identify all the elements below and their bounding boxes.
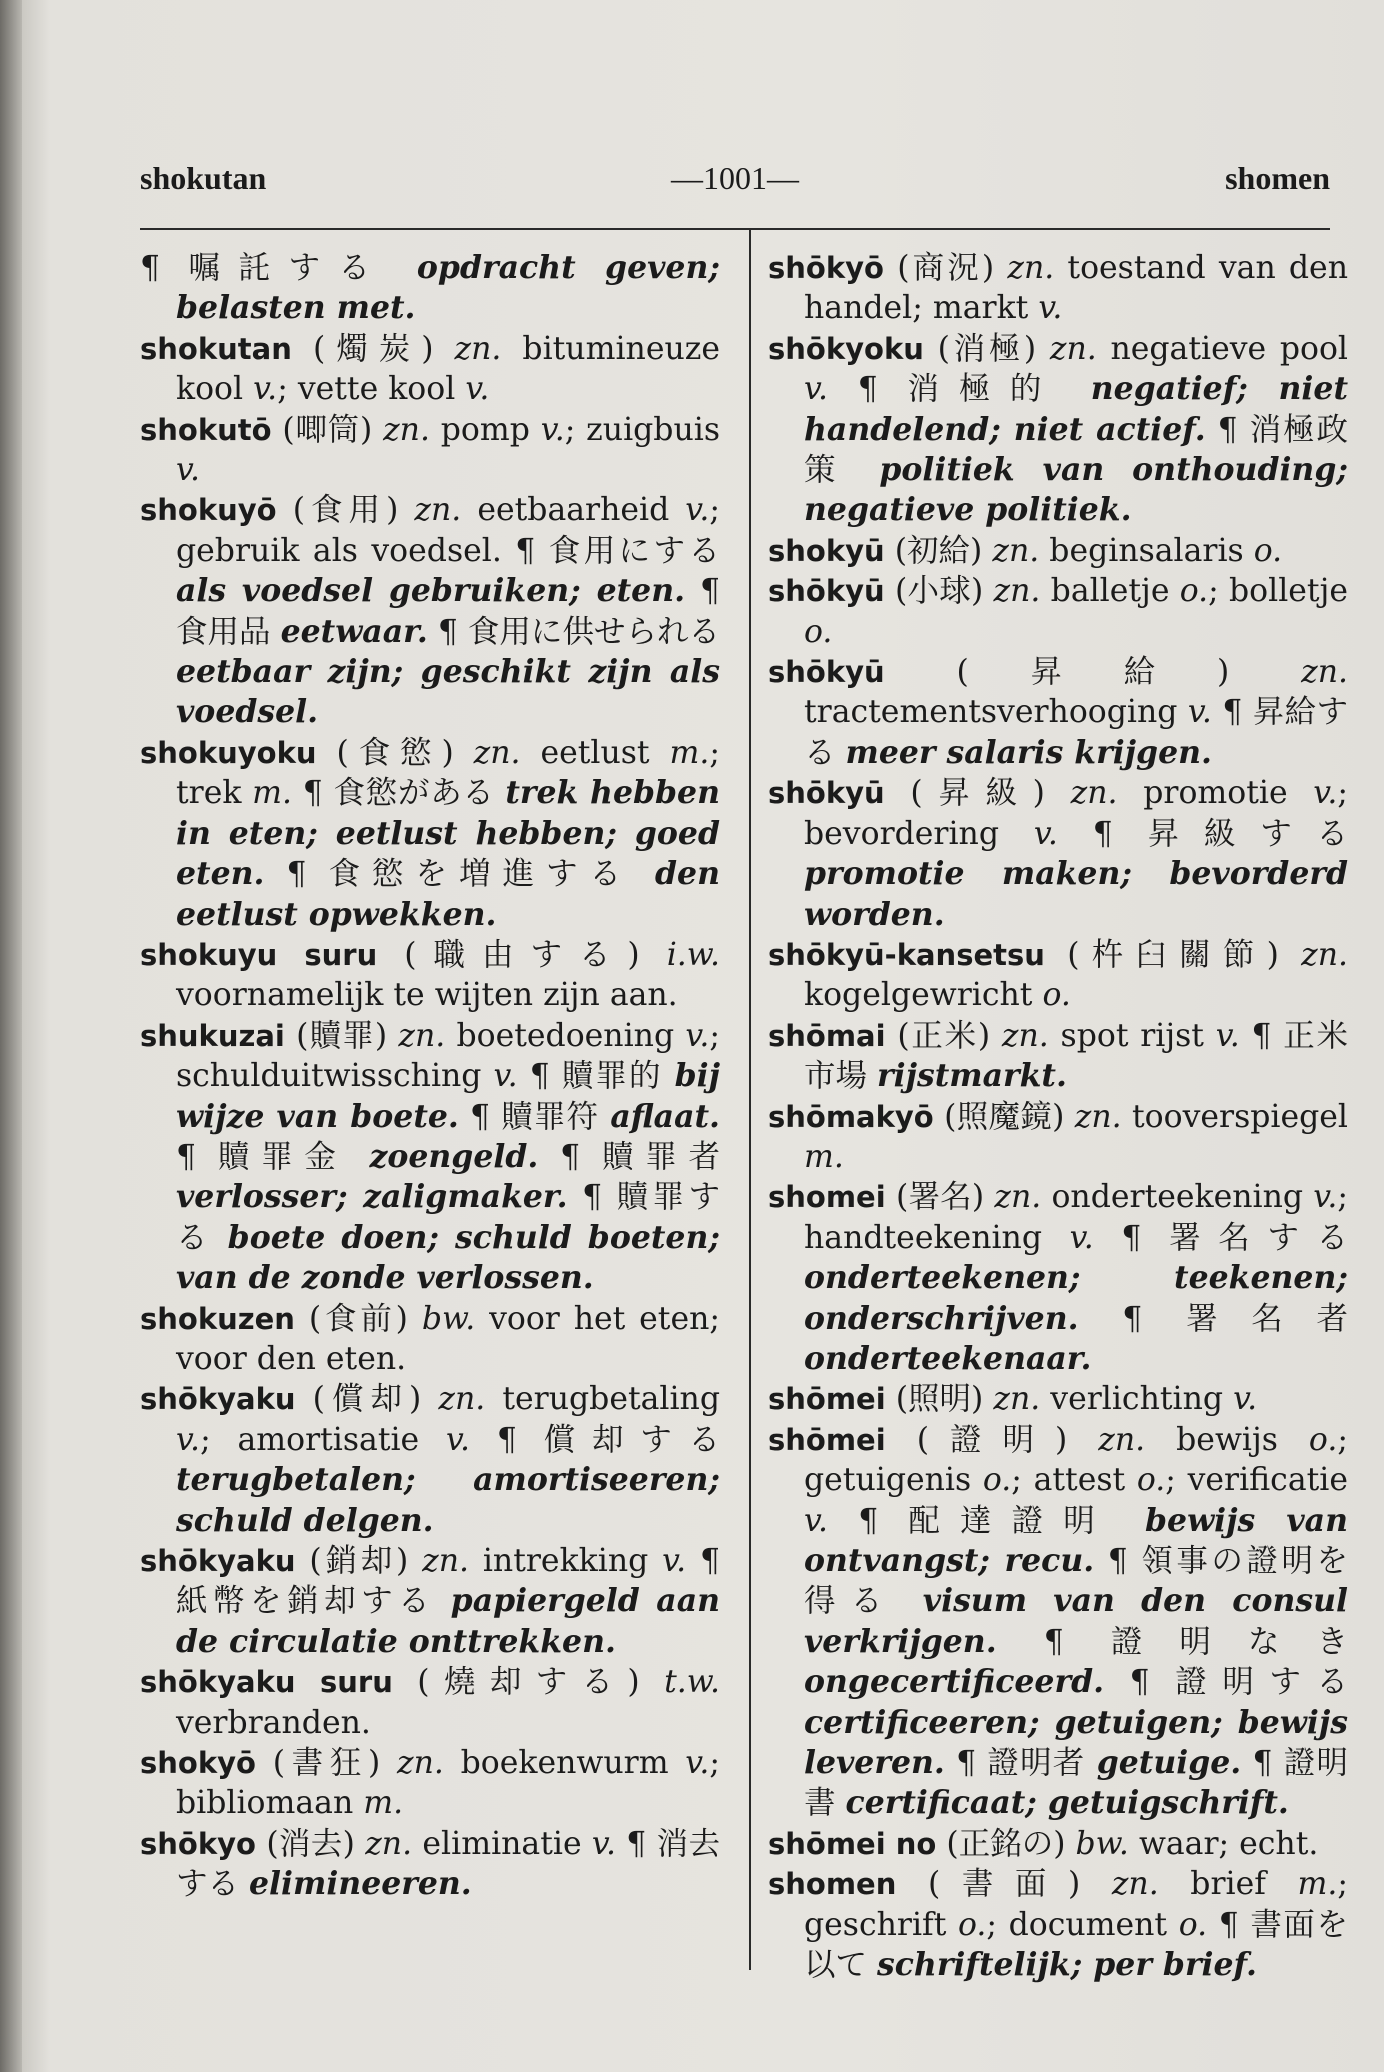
entry-text: ¶ 正米市場: [804, 1017, 1349, 1095]
entry-text: schriftelijk; per brief.: [877, 1946, 1257, 1984]
column-divider: [749, 230, 751, 1970]
entry-text: bewijs van ontvangst; recu.: [804, 1501, 1348, 1579]
entry-text: m.: [363, 1785, 404, 1822]
entry-text: v.: [1069, 1219, 1094, 1256]
entry-text: ¶ 贖罪符: [458, 1098, 611, 1135]
entry-text: opdracht geven; belasten met.: [176, 249, 721, 327]
entry-text: v.: [1033, 815, 1058, 852]
entry-text: ¶ 食慾を増進する: [264, 856, 656, 893]
entry-headword: shōmai: [768, 1018, 898, 1053]
entry-text: (職由する): [404, 936, 667, 973]
entry-text: zn.: [1301, 654, 1349, 691]
entry-text: eliminatie: [422, 1825, 592, 1862]
entry-text: bw.: [1075, 1825, 1139, 1862]
entry-headword: shōkyaku suru: [140, 1665, 418, 1700]
entry-text: (小球): [895, 573, 994, 610]
entry-text: (昇給): [956, 654, 1302, 691]
entry-text: v.: [176, 452, 201, 489]
entry-text: den eetlust opwekken.: [176, 855, 720, 933]
entry-text: v.: [253, 371, 278, 408]
entry-text: o.: [804, 613, 833, 650]
entry-text: v.: [1313, 775, 1338, 812]
entry-headword: shomei: [768, 1180, 896, 1215]
entry-text: o.: [1179, 573, 1209, 610]
entry-text: bij wijze van boete.: [176, 1057, 720, 1135]
entry-text: (書面): [928, 1866, 1112, 1903]
entry-headword: shōkyaku: [140, 1382, 313, 1417]
entry-text: ¶ 證明者: [944, 1745, 1097, 1782]
entry-text: v.: [1233, 1381, 1258, 1418]
entry-text: ; attest: [1011, 1462, 1137, 1499]
entry-headword: shokyū: [768, 533, 895, 568]
entry-text: ¶ 署名する: [1093, 1219, 1348, 1256]
entry-text: terugbetalen; amortiseeren; schuld delgen.: [176, 1461, 720, 1539]
entry-text: zn.: [994, 1179, 1052, 1216]
dictionary-entry: [140, 1824, 720, 1905]
dictionary-entry: [140, 1016, 720, 1299]
entry-text: ¶ 食用品: [176, 573, 720, 650]
dictionary-entry: [768, 652, 1348, 773]
entry-text: trek hebben in eten; eetlust hebben; goed eten.: [176, 774, 720, 893]
entry-text: ; document: [986, 1906, 1179, 1943]
entry-headword: shōkyū: [768, 655, 957, 690]
entry-text: ¶ 消去する: [176, 1825, 720, 1903]
entry-headword: shōmei no: [768, 1826, 947, 1861]
dictionary-entry: [768, 329, 1348, 531]
entry-text: ; bibliomaan: [176, 1745, 720, 1822]
entry-text: v.: [685, 1017, 710, 1054]
entry-text: (正銘の): [946, 1825, 1076, 1862]
entry-text: (照明): [895, 1381, 994, 1418]
dictionary-entry: [140, 1379, 720, 1541]
entry-headword: shokuyō: [140, 493, 293, 528]
entry-text: ¶ 贖罪金: [176, 1138, 370, 1175]
entry-text: zn.: [1301, 936, 1349, 973]
dictionary-entry: [768, 773, 1348, 935]
entry-headword: shokuyu suru: [140, 937, 405, 972]
dictionary-entry: [768, 1379, 1348, 1419]
entry-text: (證明): [916, 1421, 1099, 1458]
entry-text: intrekking: [482, 1543, 663, 1579]
entry-text: ; trek: [176, 734, 720, 812]
entry-text: t.w.: [664, 1664, 720, 1701]
entry-text: m.: [1297, 1866, 1338, 1903]
entry-text: (銷却): [309, 1543, 423, 1579]
dictionary-entry: [768, 571, 1348, 652]
entry-text: elimineeren.: [249, 1865, 472, 1903]
entry-headword: shōkyō: [768, 251, 898, 285]
entry-text: (杵臼關節): [1067, 936, 1302, 973]
entry-text: ; schulduitwissching: [176, 1017, 721, 1095]
entry-text: zn.: [1074, 1098, 1132, 1135]
entry-text: onderteekening: [1051, 1179, 1314, 1216]
entry-text: (初給): [894, 532, 993, 569]
entry-text: zn.: [438, 1381, 503, 1418]
entry-text: ¶ 領事の證明を得る: [804, 1543, 1348, 1620]
entry-text: bitumineuze kool: [176, 330, 720, 408]
entry-text: tooverspiegel: [1131, 1098, 1348, 1135]
entry-text: m.: [669, 734, 710, 771]
entry-text: kogelgewricht: [804, 977, 1043, 1014]
entry-text: ¶ 贖罪者: [538, 1138, 720, 1175]
header-first-word: shokutan: [140, 160, 267, 196]
entry-text: zn.: [1007, 250, 1068, 286]
entry-text: zn.: [454, 330, 523, 367]
entry-headword: shokuyoku: [140, 735, 337, 770]
entry-text: zn.: [414, 492, 478, 529]
entry-text: v.: [804, 1502, 829, 1539]
entry-text: rijstmarkt.: [877, 1057, 1067, 1095]
entry-text: o.: [1253, 532, 1283, 569]
entry-text: v.: [685, 492, 710, 529]
entry-text: visum van den consul verkrijgen.: [804, 1582, 1348, 1660]
entry-text: v.: [493, 1058, 518, 1095]
dictionary-entry: [140, 1299, 720, 1380]
entry-text: ; gebruik als voedsel. ¶ 食用にする: [176, 492, 720, 569]
entry-text: negatief; niet handelend; niet actief.: [804, 370, 1348, 448]
entry-text: zn.: [992, 532, 1050, 569]
entry-text: promotie: [1143, 775, 1314, 812]
entry-text: v.: [591, 1825, 616, 1862]
entry-text: zn.: [1098, 1421, 1177, 1458]
entry-text: (食慾): [336, 734, 474, 771]
entry-text: zn.: [473, 734, 541, 771]
entry-text: ¶ 贖罪する: [176, 1179, 720, 1256]
entry-text: (商況): [897, 250, 1008, 286]
entry-text: boete doen; schuld boeten; van de zonde verlossen.: [176, 1218, 720, 1297]
dictionary-entry: [768, 1420, 1348, 1824]
dictionary-entry: [768, 1177, 1348, 1379]
entry-text: ¶ 證明書: [804, 1745, 1348, 1822]
dictionary-entry: [140, 1662, 720, 1743]
entry-text: (贖罪): [296, 1017, 399, 1054]
entry-headword: shōkyaku: [140, 1544, 310, 1578]
entry-text: ; zuigbuis: [564, 411, 720, 448]
entry-text: ¶ 昇給する: [804, 694, 1348, 771]
dictionary-entry: [768, 1097, 1348, 1178]
entry-text: aflaat.: [610, 1097, 720, 1135]
running-header: [140, 160, 1330, 210]
entry-headword: shōkyū-kansetsu: [768, 937, 1068, 972]
entry-text: (消極): [937, 330, 1050, 367]
entry-text: (償却): [312, 1381, 439, 1418]
entry-text: ¶ 書面を以て: [804, 1906, 1348, 1984]
entry-text: ¶ 昇級する: [1057, 815, 1348, 852]
entry-text: voor het eten; voor den eten.: [176, 1300, 720, 1377]
entry-text: politiek van onthouding; negatieve politiek.: [804, 451, 1348, 529]
entry-text: zn.: [383, 411, 441, 448]
entry-text: (消去): [266, 1825, 366, 1862]
entry-text: certificeeren; getuigen; bewijs leveren.: [804, 1703, 1348, 1782]
entry-text: tractementsverhooging: [804, 694, 1188, 731]
entry-text: ; getuigenis: [804, 1421, 1348, 1499]
entry-text: ¶ 署名者: [1078, 1300, 1348, 1337]
entry-text: (燒却する): [417, 1664, 665, 1701]
entry-text: ; handteekening: [804, 1179, 1348, 1256]
entry-text: ¶ 食用に供せられる: [427, 613, 720, 650]
entry-text: als voedsel gebruiken; eten.: [176, 572, 686, 610]
dictionary-entry: [140, 733, 720, 935]
entry-text: (昇級): [910, 775, 1071, 812]
dictionary-entry: [768, 1824, 1348, 1864]
right-column: [768, 248, 1348, 1985]
entry-text: balletje: [1050, 573, 1180, 610]
entry-text: ¶ 證明する: [1104, 1664, 1348, 1701]
entry-text: spot rijst: [1060, 1017, 1216, 1054]
entry-text: beginsalaris: [1049, 532, 1254, 569]
entry-text: (食前): [308, 1300, 422, 1337]
dictionary-entry: [140, 248, 720, 329]
entry-text: voornamelijk te wijten zijn aan.: [176, 977, 678, 1014]
entry-text: o.: [1308, 1421, 1338, 1458]
dictionary-entry: [140, 329, 720, 410]
entry-text: ¶ 食慾がある: [292, 775, 506, 812]
entry-text: ¶ 償却する: [470, 1421, 720, 1458]
entry-headword: shōkyū: [768, 776, 911, 811]
entry-text: zn.: [1070, 775, 1144, 812]
entry-text: o.: [1136, 1462, 1166, 1499]
entry-text: (燭炭): [312, 330, 455, 367]
entry-text: ¶ 消極的: [828, 371, 1091, 408]
entry-text: toestand van den handel; markt: [804, 250, 1348, 327]
entry-text: ; amortisatie: [200, 1421, 446, 1458]
dictionary-entry: [768, 248, 1348, 329]
entry-text: ; bolletje: [1208, 573, 1348, 610]
dictionary-entry: [140, 490, 720, 732]
entry-text: eetwaar.: [280, 612, 428, 650]
entry-text: v.: [1187, 694, 1212, 731]
entry-text: brief: [1190, 1866, 1298, 1903]
entry-text: ongecertificeerd.: [804, 1663, 1105, 1701]
entry-headword: shōmei: [768, 1382, 896, 1417]
entry-text: v.: [176, 1421, 201, 1458]
entry-text: v.: [662, 1543, 687, 1579]
entry-text: zn.: [365, 1825, 423, 1862]
entry-text: ; verificatie: [1165, 1462, 1348, 1499]
entry-text: certificaat; getuigschrift.: [845, 1784, 1289, 1822]
entry-text: v.: [685, 1745, 710, 1782]
entry-text: onderteekenen; teekenen; onderschrijven.: [804, 1259, 1348, 1337]
entry-text: zn.: [1049, 330, 1111, 367]
entry-text: v.: [540, 411, 565, 448]
entry-text: m.: [804, 1138, 844, 1175]
entry-headword: shukuzai: [140, 1018, 297, 1053]
entry-text: o.: [957, 1906, 987, 1943]
entry-text: zn.: [398, 1017, 457, 1054]
book-gutter-shadow: [0, 0, 22, 2072]
dictionary-entry: [768, 1016, 1348, 1097]
entry-text: negatieve pool: [1110, 330, 1348, 367]
entry-text: pomp: [440, 411, 541, 448]
entry-text: eetbaarheid: [477, 492, 686, 529]
entry-text: ¶ 嘱託する: [140, 250, 417, 286]
entry-headword: shōkyo: [140, 1826, 267, 1861]
entry-headword: shokutō: [140, 412, 283, 447]
entry-text: zn.: [422, 1543, 483, 1579]
entry-text: (署名): [895, 1179, 995, 1216]
entry-text: zn.: [397, 1745, 461, 1782]
entry-text: ; vette kool: [277, 371, 466, 408]
entry-text: ¶ 紙幣を銷却する: [176, 1543, 720, 1620]
entry-text: v.: [1038, 290, 1063, 327]
entry-headword: shokyō: [140, 1746, 273, 1781]
entry-text: zoengeld.: [369, 1137, 539, 1175]
entry-text: boetedoening: [456, 1017, 686, 1054]
entry-text: ¶ 配達證明: [828, 1502, 1145, 1539]
entry-text: v.: [1215, 1017, 1240, 1054]
entry-text: verbranden.: [176, 1704, 371, 1741]
entry-headword: shōmakyō: [768, 1099, 945, 1134]
left-column: [140, 248, 720, 1905]
entry-text: zn.: [993, 573, 1051, 610]
entry-headword: shokuzen: [140, 1301, 309, 1336]
entry-text: (正米): [897, 1017, 1002, 1054]
dictionary-entry: [140, 410, 720, 491]
dictionary-entry: [140, 1541, 720, 1662]
dictionary-entry: [768, 935, 1348, 1016]
entry-text: o.: [982, 1462, 1012, 1499]
entry-text: m.: [252, 775, 293, 812]
entry-headword: shōkyoku: [768, 331, 938, 366]
entry-text: v.: [445, 1421, 471, 1458]
entry-text: o.: [1042, 977, 1071, 1014]
entry-text: onderteekenaar.: [804, 1339, 1092, 1377]
entry-text: eetbaar zijn; geschikt zijn als voedsel.: [176, 653, 720, 731]
entry-text: (書狂): [272, 1745, 398, 1782]
entry-text: bw.: [421, 1300, 490, 1337]
dictionary-entry: [768, 531, 1348, 571]
entry-text: ¶ 證明なき: [996, 1623, 1348, 1660]
entry-text: promotie maken; bevorderd worden.: [804, 855, 1348, 933]
entry-text: (唧筒): [282, 411, 384, 448]
entry-text: ; bevordering: [804, 775, 1348, 852]
dictionary-entry: [140, 1743, 720, 1824]
entry-text: v.: [465, 371, 490, 408]
dictionary-entry: [768, 1864, 1348, 1985]
entry-text: zn.: [1111, 1866, 1191, 1903]
entry-text: boekenwurm: [460, 1745, 686, 1782]
entry-text: bewijs: [1176, 1421, 1309, 1458]
entry-text: meer salaris krijgen.: [845, 733, 1212, 771]
entry-text: (照魔鏡): [944, 1098, 1075, 1135]
entry-text: verlichting: [1050, 1381, 1234, 1418]
entry-text: terugbetaling: [502, 1381, 720, 1418]
entry-headword: shōmei: [768, 1422, 917, 1457]
dictionary-entry: [140, 935, 720, 1016]
entry-text: i.w.: [666, 936, 721, 973]
entry-text: eetlust: [540, 734, 670, 771]
entry-headword: shomen: [768, 1867, 929, 1902]
entry-text: (食用): [292, 492, 415, 529]
header-last-word: shomen: [1225, 160, 1330, 196]
entry-text: zn.: [993, 1381, 1051, 1418]
entry-text: v.: [804, 371, 829, 408]
entry-text: v.: [1313, 1179, 1338, 1216]
entry-text: papiergeld aan de circulatie onttrekken.: [176, 1582, 721, 1660]
header-rule: [140, 228, 1330, 230]
entry-text: getuige.: [1096, 1744, 1242, 1782]
entry-text: verlosser; zaligmaker.: [176, 1178, 568, 1216]
entry-text: zn.: [1001, 1017, 1061, 1054]
entry-headword: shōkyū: [768, 574, 895, 609]
entry-text: ¶ 贖罪的: [517, 1058, 675, 1095]
entry-text: ¶ 消極政策: [804, 411, 1348, 489]
entry-text: ; geschrift: [804, 1866, 1348, 1943]
entry-headword: shokutan: [140, 331, 313, 366]
entry-text: o.: [1178, 1906, 1208, 1943]
entry-text: waar; echt.: [1138, 1825, 1319, 1862]
page-number: —1001—: [671, 160, 799, 196]
